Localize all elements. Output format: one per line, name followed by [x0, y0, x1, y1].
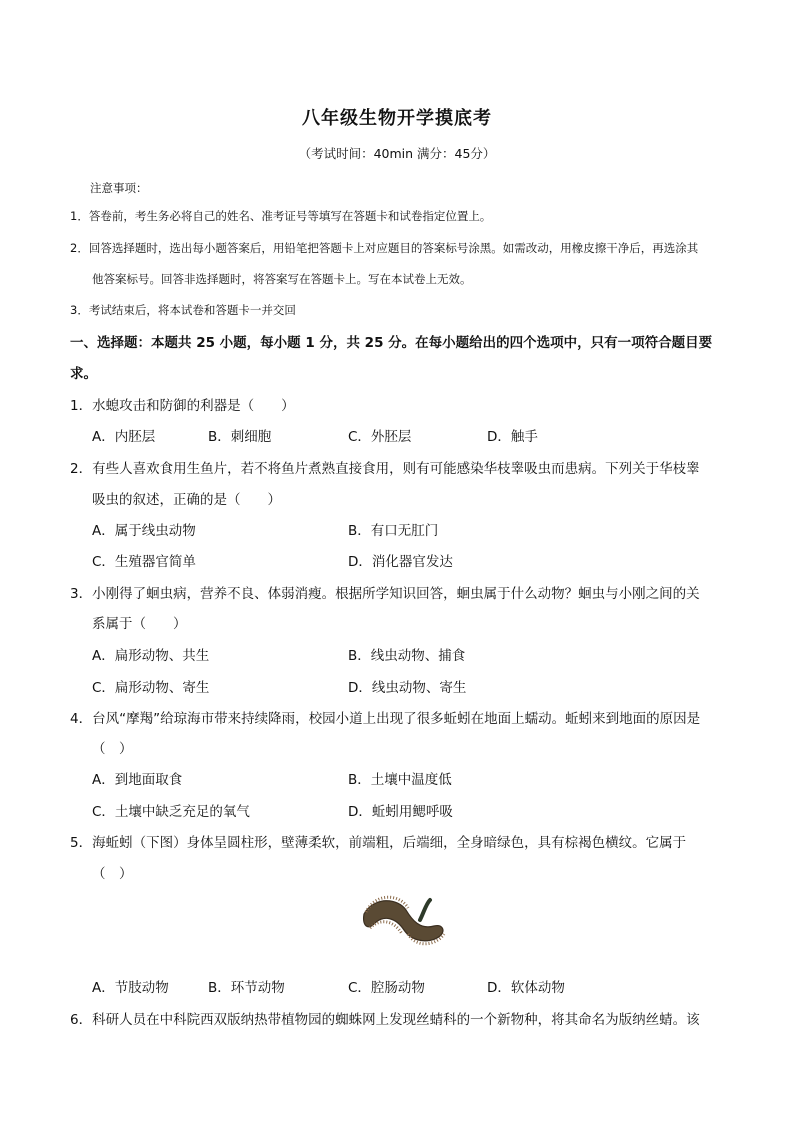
- question-5-option-c[interactable]: C．腔肠动物: [348, 980, 425, 996]
- page-title: 八年级生物开学摸底考: [302, 108, 492, 129]
- question-3-option-a[interactable]: A．扁形动物、共生: [92, 648, 210, 664]
- question-4-stem-cont: （ ）: [92, 741, 133, 757]
- question-3-stem-cont: 系属于（ ）: [92, 616, 187, 632]
- question-3-option-d[interactable]: D．线虫动物、寄生: [348, 680, 467, 696]
- question-2-stem-cont: 吸虫的叙述，正确的是（ ）: [92, 492, 281, 508]
- note-1: 1．答卷前，考生务必将自己的姓名、准考证号等填写在答题卡和试卷指定位置上。: [70, 209, 492, 223]
- question-5-stem: 5．海蚯蚓（下图）身体呈圆柱形，壁薄柔软，前端粗，后端细，全身暗绿色，具有棕褐色横纹。它属于: [70, 835, 687, 851]
- exam-info: （考试时间：40min 满分：45分）: [298, 146, 496, 161]
- question-3-stem: 3．小刚得了蛔虫病，营养不良、体弱消瘦。根据所学知识回答，蛔虫属于什么动物？蛔虫与小刚之间的关: [70, 586, 700, 602]
- note-2: 2．回答选择题时，选出每小题答案后，用铅笔把答题卡上对应题目的答案标号涂黑。如需改动，用橡皮擦干净后，再选涂其: [70, 241, 699, 255]
- question-4-option-b[interactable]: B．土壤中温度低: [348, 772, 452, 788]
- sea-worm-image: [350, 890, 450, 952]
- question-5-option-a[interactable]: A．节肢动物: [92, 980, 169, 996]
- question-2-option-d[interactable]: D．消化器官发达: [348, 554, 453, 570]
- notes-heading: 注意事项：: [90, 181, 148, 195]
- question-2-option-a[interactable]: A．属于线虫动物: [92, 523, 196, 539]
- question-6-stem: 6．科研人员在中科院西双版纳热带植物园的蜘蛛网上发现丝蜻科的一个新物种，将其命名为版纳丝蜻。该: [70, 1012, 700, 1028]
- question-3-option-c[interactable]: C．扁形动物、寄生: [92, 680, 210, 696]
- question-5-stem-cont: （ ）: [92, 866, 133, 882]
- note-3: 3．考试结束后，将本试卷和答题卡一并交回: [70, 303, 296, 317]
- question-2-option-b[interactable]: B．有口无肛门: [348, 523, 439, 539]
- question-1-option-d[interactable]: D．触手: [487, 429, 538, 445]
- question-1-option-a[interactable]: A．内胚层: [92, 429, 156, 445]
- question-4-option-a[interactable]: A．到地面取食: [92, 772, 183, 788]
- question-1-option-b[interactable]: B．刺细胞: [208, 429, 272, 445]
- question-3-option-b[interactable]: B．线虫动物、捕食: [348, 648, 466, 664]
- question-4-option-d[interactable]: D．蚯蚓用鳃呼吸: [348, 804, 453, 820]
- question-1-option-c[interactable]: C．外胚层: [348, 429, 412, 445]
- section-heading: 一、选择题：本题共 25 小题，每小题 1 分，共 25 分。在每小题给出的四个选项中，只有一项符合题目要: [70, 335, 713, 351]
- question-5-option-d[interactable]: D．软体动物: [487, 980, 565, 996]
- question-4-stem: 4．台风“摩羯”给琼海市带来持续降雨，校园小道上出现了很多蚯蚓在地面上蠕动。蚯蚓来到地面的原因是: [70, 711, 701, 727]
- question-2-option-c[interactable]: C．生殖器官简单: [92, 554, 196, 570]
- question-2-stem: 2．有些人喜欢食用生鱼片，若不将鱼片煮熟直接食用，则有可能感染华枝睾吸虫而患病。下列关于华枝睾: [70, 461, 700, 477]
- note-2-cont: 他答案标号。回答非选择题时，将答案写在答题卡上。写在本试卷上无效。: [92, 272, 472, 286]
- section-heading-cont: 求。: [70, 366, 97, 382]
- question-5-option-b[interactable]: B．环节动物: [208, 980, 285, 996]
- question-4-option-c[interactable]: C．土壤中缺乏充足的氧气: [92, 804, 250, 820]
- question-1-stem: 1．水螅攻击和防御的利器是（ ）: [70, 398, 295, 414]
